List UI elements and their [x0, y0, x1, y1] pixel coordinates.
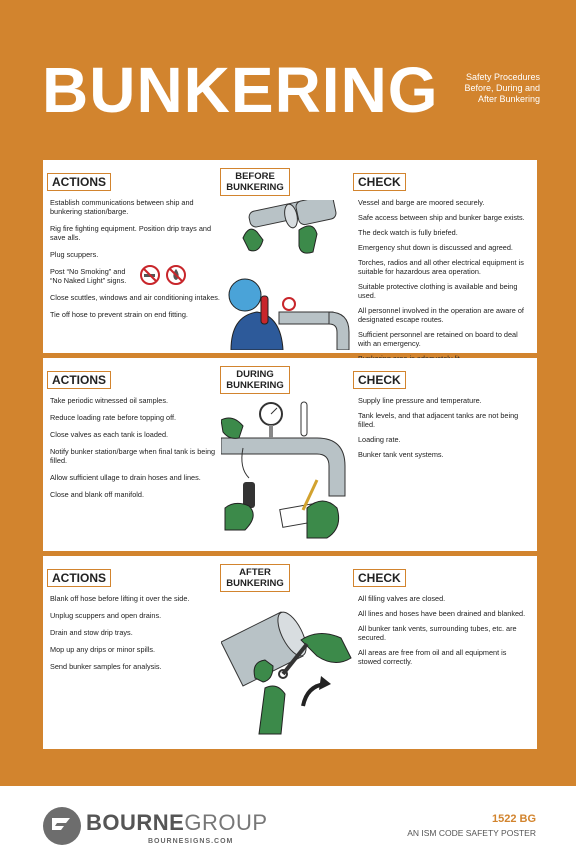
brand-name: [86, 812, 268, 834]
actions-list: [50, 198, 222, 327]
list-item: Send bunker samples for analysis.: [50, 662, 162, 671]
website-link[interactable]: BOURNESIGNS.COM: [148, 838, 234, 845]
check-list: [358, 594, 530, 672]
list-item: Plug scuppers.: [50, 250, 99, 259]
check-list: [358, 198, 530, 369]
list-item: Establish communications between ship and bunkering station/barge.: [50, 198, 194, 216]
list-item: Loading rate.: [358, 435, 401, 444]
check-heading: CHECK: [353, 569, 406, 587]
list-item: Supply line pressure and temperature.: [358, 396, 482, 405]
list-item: All personnel involved in the operation are aware of designated escape routes.: [358, 306, 524, 324]
actions-heading: ACTIONS: [47, 569, 111, 587]
phase-label: AFTER BUNKERING: [220, 564, 290, 592]
list-item: Close valves as each tank is loaded.: [50, 430, 169, 439]
list-item: Vessel and barge are moored securely.: [358, 198, 485, 207]
footer: [0, 786, 576, 864]
brand-bold: BOURNE: [86, 810, 185, 835]
list-item: Sufficient personnel are retained on board to deal with an emergency.: [358, 330, 518, 348]
list-item: Emergency shut down is discussed and agreed.: [358, 243, 513, 252]
list-item: All filling valves are closed.: [358, 594, 446, 603]
poster-title: BUNKERING: [42, 54, 439, 126]
list-item: Take periodic witnessed oil samples.: [50, 396, 169, 405]
list-item: Reduce loading rate before topping off.: [50, 413, 177, 422]
phase-label: BEFORE BUNKERING: [220, 168, 290, 196]
bourne-logo-icon: [42, 806, 82, 846]
during-bunkering-illustration-icon: [221, 398, 353, 548]
check-heading: CHECK: [353, 173, 406, 191]
list-item: All lines and hoses have been drained and blanked.: [358, 609, 526, 618]
list-item: Post “No Smoking” and “No Naked Light” signs.: [50, 267, 127, 285]
list-item: Tank levels, and that adjacent tanks are not being filled.: [358, 411, 519, 429]
list-item: Torches, radios and all other electrical equipment is suitable for hazardous area operation.: [358, 258, 524, 276]
after-bunkering-illustration-icon: [221, 596, 353, 746]
actions-list: [50, 594, 222, 679]
list-item: All bunker tank vents, surrounding tubes, etc. are secured.: [358, 624, 517, 642]
list-item: Close and blank off manifold.: [50, 490, 144, 499]
list-item: The deck watch is fully briefed.: [358, 228, 458, 237]
actions-heading: ACTIONS: [47, 173, 111, 191]
list-item: Mop up any drips or minor spills.: [50, 645, 156, 654]
list-item: Rig fire fighting equipment. Position drip trays and save alls.: [50, 224, 212, 242]
before-bunkering-panel: [43, 160, 537, 353]
list-item: Suitable protective clothing is available and being used.: [358, 282, 518, 300]
phase-label: DURING BUNKERING: [220, 366, 290, 394]
list-item: Bunker tank vent systems.: [358, 450, 444, 459]
check-list: [358, 396, 530, 465]
poster-code: 1522 BG: [491, 813, 536, 825]
list-item: All areas are free from oil and all equipment is stowed correctly.: [358, 648, 507, 666]
list-item: Safe access between ship and bunker barge exists.: [358, 213, 525, 222]
no-smoking-signs-icon: [139, 264, 189, 286]
list-item: Blank off hose before lifting it over the side.: [50, 594, 190, 603]
list-item: Allow sufficient ullage to drain hoses and lines.: [50, 473, 201, 482]
list-item: Notify bunker station/barge when final tank is being filled.: [50, 447, 216, 465]
during-bunkering-panel: [43, 358, 537, 551]
actions-list: [50, 396, 222, 507]
list-item: Close scuttles, windows and air conditioning intakes.: [50, 293, 220, 302]
check-heading: CHECK: [353, 371, 406, 389]
brand-light: GROUP: [184, 810, 268, 835]
list-item: Drain and stow drip trays.: [50, 628, 133, 637]
before-bunkering-illustration-icon: [221, 200, 353, 350]
poster-tagline: AN ISM CODE SAFETY POSTER: [407, 828, 536, 838]
after-bunkering-panel: [43, 556, 537, 749]
list-item: Tie off hose to prevent strain on end fitting.: [50, 310, 188, 319]
poster-subtitle: Safety Procedures Before, During and After Bunkering: [464, 72, 540, 104]
actions-heading: ACTIONS: [47, 371, 111, 389]
list-item: Unplug scuppers and open drains.: [50, 611, 162, 620]
